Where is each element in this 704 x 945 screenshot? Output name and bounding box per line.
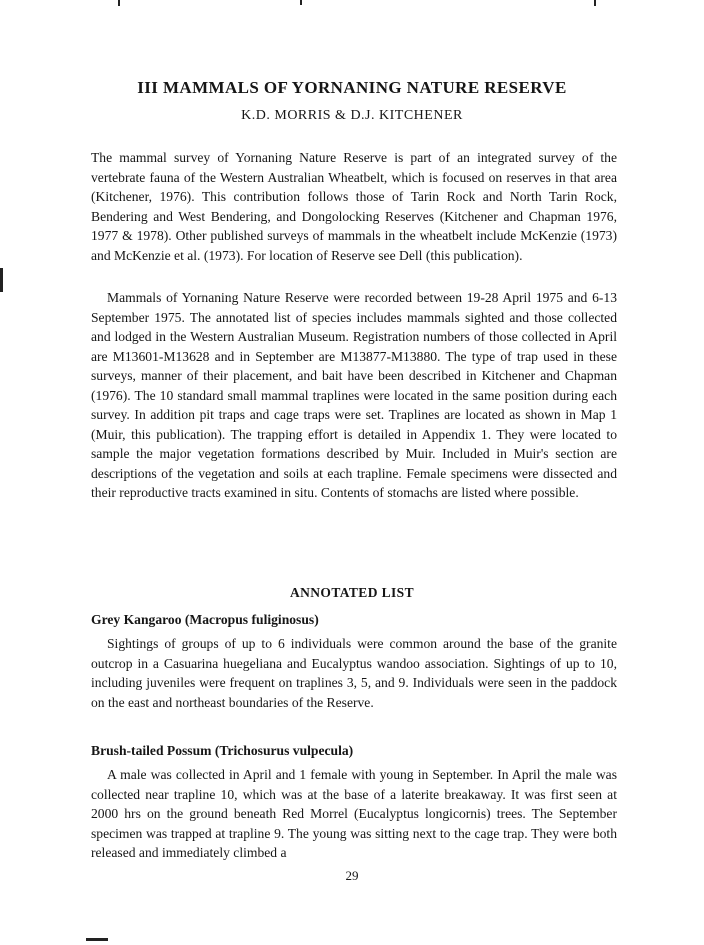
page-title: III MAMMALS OF YORNANING NATURE RESERVE (137, 78, 567, 97)
scan-edge-mark-bottom (86, 938, 108, 941)
species-text-brush-tailed-possum: A male was collected in April and 1 female with young in September. In April the male was collected near trapline 10, which was at the base of a laterite breakaway. It was first seen at 2000 hrs on the ground beneath Red Morrel (Eucalyptus longicornis) trees. The September specimen was trapped at trapline 9. The young was sitting next to the cage trap. They were both released and immediately climbed a (91, 767, 617, 860)
page-number: 29 (345, 868, 359, 883)
species-heading-brush-tailed-possum: Brush-tailed Possum (Trichosurus vulpecula) (91, 743, 354, 758)
species-heading-grey-kangaroo: Grey Kangaroo (Macropus fuliginosus) (91, 612, 319, 627)
intro-paragraph-2: Mammals of Yornaning Nature Reserve were recorded between 19-28 April 1975 and 6-13 September 1975. The annotated list of species includes mammals sighted and those collected and lodged in the Western Australian Museum. Registration numbers of those collected in April are M13601-M13628 and in September are M13877-M13880. The type of trap used in these surveys, manner of their placement, and bait have been described in Kitchener and Chapman (1976). The 10 standard small mammal traplines were located in the same position during each survey. In addition pit traps and cage traps were set. Traplines are located as shown in Map 1 (Muir, this publication). The trapping effort is detailed in Appendix 1. They were located to sample the major vegetation formations described by Muir. Included in Muir's section are descriptions of the vegetation and soils at each trapline. Female specimens were dissected and their reproductive tracts examined in situ. Contents of stomachs are listed where possible. (91, 290, 617, 500)
scan-edge-mark-top-2 (300, 0, 302, 5)
scan-edge-mark-left (0, 268, 3, 292)
species-text-grey-kangaroo: Sightings of groups of up to 6 individuals were common around the base of the granite outcrop in a Casuarina huegeliana and Eucalyptus wandoo association. Sightings of up to 10, including juveniles were frequent on traplines 3, 5, and 9. Individuals were seen in the paddock on the east and northeast boundaries of the Reserve. (91, 636, 617, 710)
scan-edge-mark-top-3 (594, 0, 596, 6)
authors-line: K.D. MORRIS & D.J. KITCHENER (241, 108, 463, 123)
annotated-list-heading: ANNOTATED LIST (289, 585, 414, 600)
intro-paragraph-1: The mammal survey of Yornaning Nature Reserve is part of an integrated survey of the vertebrate fauna of the Western Australian Wheatbelt, which is focused on reserves in that area (Kitchener, 1976). This contribution follows those of Tarin Rock and North Tarin Rock, Bendering and West Bendering, and Dongolocking Reserves (Kitchener and Chapman 1976, 1977 & 1978). Other published surveys of mammals in the wheatbelt include McKenzie (1973) and McKenzie et al. (1973). For location of Reserve see Dell (this publication). (91, 150, 617, 263)
scan-edge-mark-top-1 (118, 0, 120, 6)
